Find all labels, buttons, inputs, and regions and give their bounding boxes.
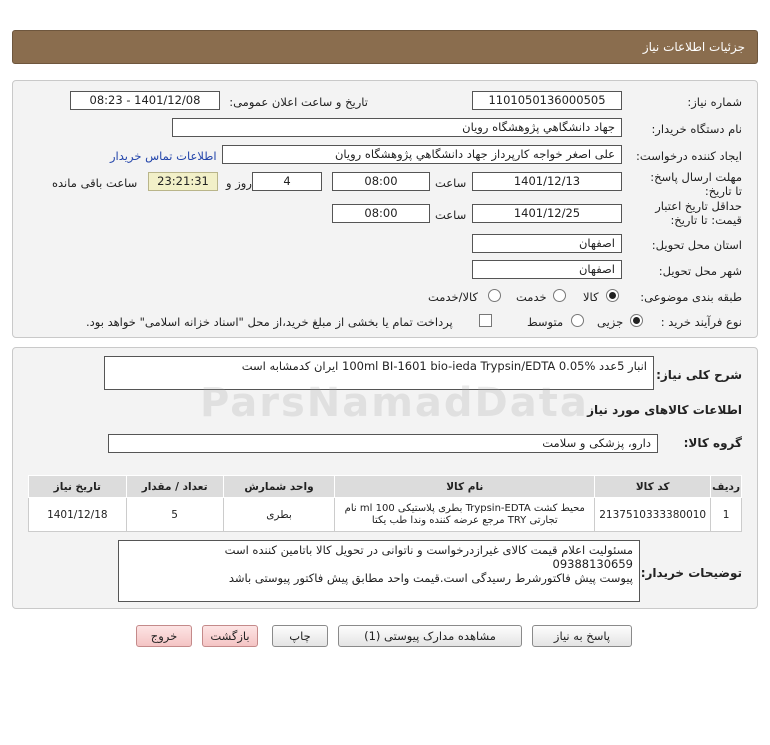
process-label: نوع فرآیند خرید :	[660, 315, 742, 329]
print-button[interactable]: چاپ	[272, 625, 328, 647]
summary-label: شرح کلی نیاز:	[656, 368, 742, 382]
buyer-org-field: جهاد دانشگاهي پژوهشگاه رويان	[172, 118, 622, 137]
goods-section-title: اطلاعات کالاهای مورد نیاز	[587, 403, 742, 417]
province-label: استان محل تحویل:	[651, 238, 742, 252]
announce-field: 1401/12/08 - 08:23	[70, 91, 220, 110]
buyer-notes-box	[118, 540, 640, 602]
validity-label	[632, 199, 742, 227]
validity-time-label: ساعت	[435, 208, 467, 222]
back-button[interactable]: بازگشت	[202, 625, 258, 647]
table-row[interactable]	[29, 498, 742, 532]
process-radio-medium[interactable]	[571, 314, 584, 327]
validity-time-field: 08:00	[332, 204, 430, 223]
reply-deadline-text: مهلت ارسال پاسخ: تا تاریخ:	[650, 170, 742, 198]
requester-field: علی اصغر خواجه کارپرداز جهاد دانشگاهي پژوهشگاه رويان	[222, 145, 622, 164]
col-row: ردیف	[711, 476, 742, 498]
cell-code: 2137510333380010	[595, 498, 711, 532]
days-label: روز و	[226, 176, 252, 190]
buyer-notes-line-2: 09388130659	[552, 557, 633, 571]
col-date: تاریخ نیاز	[29, 476, 127, 498]
category-radio-goods-service[interactable]	[488, 289, 501, 302]
requester-label: ایجاد کننده درخواست:	[636, 149, 742, 163]
col-unit: واحد شمارش	[223, 476, 335, 498]
need-number-field: 1101050136000505	[472, 91, 622, 110]
items-table	[28, 475, 742, 532]
city-label: شهر محل تحویل:	[658, 264, 742, 278]
reply-time-field: 08:00	[332, 172, 430, 191]
reply-button[interactable]: پاسخ به نیاز	[532, 625, 632, 647]
cell-unit: بطری	[223, 498, 335, 532]
buyer-notes-label: توضیحات خریدار:	[640, 566, 742, 580]
announce-label: تاریخ و ساعت اعلان عمومی:	[229, 95, 368, 109]
attachments-button[interactable]: مشاهده مدارک پیوستی (1)	[338, 625, 522, 647]
summary-text: انبار 5عدد 100ml BI-1601 bio-ieda Trypsin/EDTA 0.05% ایران کدمشابه است	[241, 359, 647, 373]
exit-button[interactable]: خروج	[136, 625, 192, 647]
category-label: طبقه بندی موضوعی:	[640, 290, 742, 304]
watermark-text: ParsNamadData	[200, 380, 589, 426]
process-radio-minor[interactable]	[630, 314, 643, 327]
col-code: کد کالا	[595, 476, 711, 498]
page-header	[12, 30, 758, 64]
category-radio-goods[interactable]	[606, 289, 619, 302]
cell-date: 1401/12/18	[29, 498, 127, 532]
days-field: 4	[252, 172, 322, 191]
province-field: اصفهان	[472, 234, 622, 253]
cell-row: 1	[711, 498, 742, 532]
category-option-goods: کالا	[583, 290, 599, 304]
reply-time-label: ساعت	[435, 176, 467, 190]
contact-info-link[interactable]: اطلاعات تماس خریدار	[110, 149, 217, 163]
payment-note: پرداخت تمام یا بخشی از مبلغ خرید،از محل "اسناد خزانه اسلامی" خواهد بود.	[86, 315, 453, 329]
reply-date-field: 1401/12/13	[472, 172, 622, 191]
remaining-label: ساعت باقی مانده	[52, 176, 138, 190]
cell-name: محیط کشت Trypsin-EDTA بطری پلاستیکی 100 ml نام تجارتی TRY مرجع عرضه کننده وندا طب یکتا	[335, 498, 595, 532]
treasury-checkbox[interactable]	[479, 314, 492, 327]
col-name: نام کالا	[335, 476, 595, 498]
cell-qty: 5	[126, 498, 223, 532]
goods-group-field: دارو، پزشکی و سلامت	[108, 434, 658, 453]
validity-text: حداقل تاریخ اعتبار قیمت: تا تاریخ:	[655, 199, 742, 227]
table-header-row	[29, 476, 742, 498]
process-option-medium: متوسط	[527, 315, 564, 329]
col-qty: تعداد / مقدار	[126, 476, 223, 498]
city-field: اصفهان	[472, 260, 622, 279]
buyer-notes-line-3: پیوست پیش فاکتورشرط رسیدگی است.قیمت واحد مطابق پیش فاکتور پیوستی باشد	[228, 571, 633, 585]
need-number-label: شماره نیاز:	[687, 95, 742, 109]
category-option-service: خدمت	[516, 290, 547, 304]
category-radio-service[interactable]	[553, 289, 566, 302]
buyer-org-label: نام دستگاه خریدار:	[651, 122, 742, 136]
category-option-goods-service: کالا/خدمت	[428, 290, 479, 304]
reply-deadline-label	[647, 170, 742, 198]
buyer-notes-line-1: مسئولیت اعلام قیمت کالای غیرازدرخواست و ناتوانی در تحویل کالا باتامین کننده است	[224, 543, 633, 557]
goods-group-label: گروه کالا:	[683, 436, 742, 450]
process-option-minor: جزیی	[597, 315, 624, 329]
validity-date-field: 1401/12/25	[472, 204, 622, 223]
remaining-timer: 23:21:31	[148, 172, 218, 191]
page-title: جزئیات اطلاعات نیاز	[642, 40, 745, 54]
